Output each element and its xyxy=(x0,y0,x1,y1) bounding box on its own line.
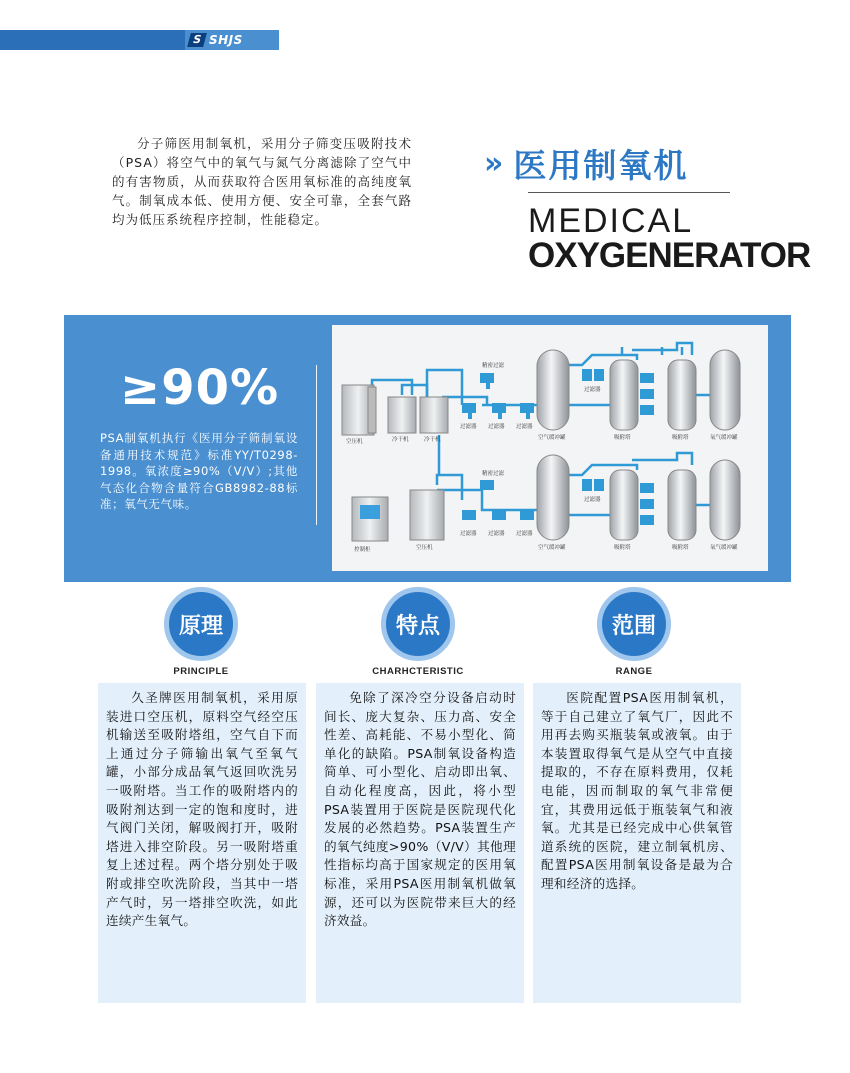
dryer-icon xyxy=(388,397,416,433)
air-compressor-icon xyxy=(410,490,444,540)
characteristic-text: 免除了深冷空分设备启动时间长、庞大复杂、压力高、安全性差、高耗能、不易小型化、简单化的缺陷。PSA制氧设备构造简单、可小型化、启动即出氧、自动化程度高，因此，将小型PSA装置用于医院是医院现代化发展的必然趋势。PSA装置生产的氧气纯度>90%（V/V）其他理性指标均高于国家规定的医用氧标准，采用PSA医用制氧机做氧源，还可以为医院带来巨大的经济效益。 xyxy=(324,690,516,929)
logo-mark-icon: S xyxy=(187,33,207,47)
range-text-box xyxy=(533,683,741,1003)
range-icon: 范围 xyxy=(597,587,671,661)
header-bar xyxy=(0,30,185,50)
principle-label: PRINCIPLE xyxy=(173,666,229,677)
process-diagram-svg xyxy=(332,325,768,571)
oxygen-tank-icon xyxy=(710,460,740,540)
label-adsorber: 吸附塔 xyxy=(672,435,689,441)
adsorber-tower-icon xyxy=(610,470,638,540)
brand-logo xyxy=(185,30,279,50)
adsorber-tower-icon xyxy=(610,360,638,430)
dryer-icon xyxy=(420,397,448,433)
label-oxygen-tank: 氧气缓冲罐 xyxy=(710,545,738,551)
title-divider xyxy=(528,192,730,193)
label-filter: 过滤器 xyxy=(584,497,601,503)
label-control-cabinet: 控制柜 xyxy=(354,547,371,553)
process-diagram xyxy=(332,325,768,571)
brand-name: SHJS xyxy=(209,33,243,47)
panel-divider xyxy=(316,365,317,525)
label-air-tank: 空气缓冲罐 xyxy=(538,435,566,441)
adsorber-tower-icon xyxy=(668,470,696,540)
purity-stat: ≥90% xyxy=(120,360,280,416)
page-title xyxy=(484,140,688,187)
oxygen-tank-icon xyxy=(710,350,740,430)
label-filter: 过滤器 xyxy=(460,531,477,537)
label-precision: 精密过滤 xyxy=(482,471,505,477)
title-chinese: 医用制氧机 xyxy=(513,146,689,185)
label-compressor: 空压机 xyxy=(416,545,433,551)
label-filter: 过滤器 xyxy=(460,424,477,430)
characteristic-label: CHARHCTERISTIC xyxy=(372,666,464,677)
label-precision: 精密过滤 xyxy=(482,363,505,369)
principle-text: 久圣牌医用制氧机，采用原装进口空压机，原料空气经空压机输送至吸附塔组，空气自下而上通过分子筛输出氧气至氧气罐，小部分成品氧气返回吹洗另一吸附塔。当工作的吸附塔内的吸附剂达到一定的饱和度时，进气阀门关闭，解吸阀打开，吸附塔进入排空阶段。另一吸附塔重复上述过程。两个塔分别处于吸附或排空吹洗阶段，当其中一塔产气时，另一塔排空吹洗，如此连续产生氧气。 xyxy=(106,690,298,929)
label-adsorber: 吸附塔 xyxy=(614,435,631,441)
principle-text-box xyxy=(98,683,306,1003)
characteristic-text-box xyxy=(316,683,524,1003)
label-dryer: 冷干机 xyxy=(424,437,441,443)
air-tank-icon xyxy=(537,455,569,540)
label-dryer: 冷干机 xyxy=(392,437,409,443)
range-label: RANGE xyxy=(615,666,653,677)
principle-icon: 原理 xyxy=(164,587,238,661)
label-adsorber: 吸附塔 xyxy=(672,545,689,551)
title-english-line2: OXYGENERATOR xyxy=(528,236,811,275)
label-filter: 过滤器 xyxy=(516,424,533,430)
air-tank-icon xyxy=(537,350,569,430)
label-adsorber: 吸附塔 xyxy=(614,545,631,551)
purity-description: PSA制氧机执行《医用分子筛制氧设备通用技术规范》标准YY/T0298-1998。氧浓度≥90%（V/V）;其他气态化合物含量符合GB8982-88标准；氧气无气味。 xyxy=(100,431,298,511)
label-filter: 过滤器 xyxy=(584,387,601,393)
label-air-tank: 空气缓冲罐 xyxy=(538,545,566,551)
intro-paragraph: 分子筛医用制氧机，采用分子筛变压吸附技术（PSA）将空气中的氧气与氮气分离滤除了空气中的有害物质，从而获取符合医用氧标准的高纯度氧气。制氧成本低、使用方便、安全可靠，全套气路均为低压系统程序控制，性能稳定。 xyxy=(112,136,412,227)
characteristic-icon: 特点 xyxy=(381,587,455,661)
title-english-line1: MEDICAL xyxy=(528,202,694,240)
adsorber-tower-icon xyxy=(668,360,696,430)
label-filter: 过滤器 xyxy=(488,424,505,430)
range-text: 医院配置PSA医用制氧机，等于自己建立了氧气厂，因此不用再去购买瓶装氧或液氧。由于本装置取得氧气是从空气中直接提取的，不存在原料费用，仅耗电能，因而制取的氧气非常便宜，其费用远低于瓶装氧气和液氧。尤其是已经完成中心供氧管道系统的医院，建立制氧机房、配置PSA医用制氧设备是最为合理和经济的选择。 xyxy=(541,690,733,891)
double-chevron-icon: » xyxy=(484,146,496,181)
label-oxygen-tank: 氧气缓冲罐 xyxy=(710,435,738,441)
label-filter: 过滤器 xyxy=(516,531,533,537)
label-compressor: 空压机 xyxy=(346,439,363,445)
label-filter: 过滤器 xyxy=(488,531,505,537)
